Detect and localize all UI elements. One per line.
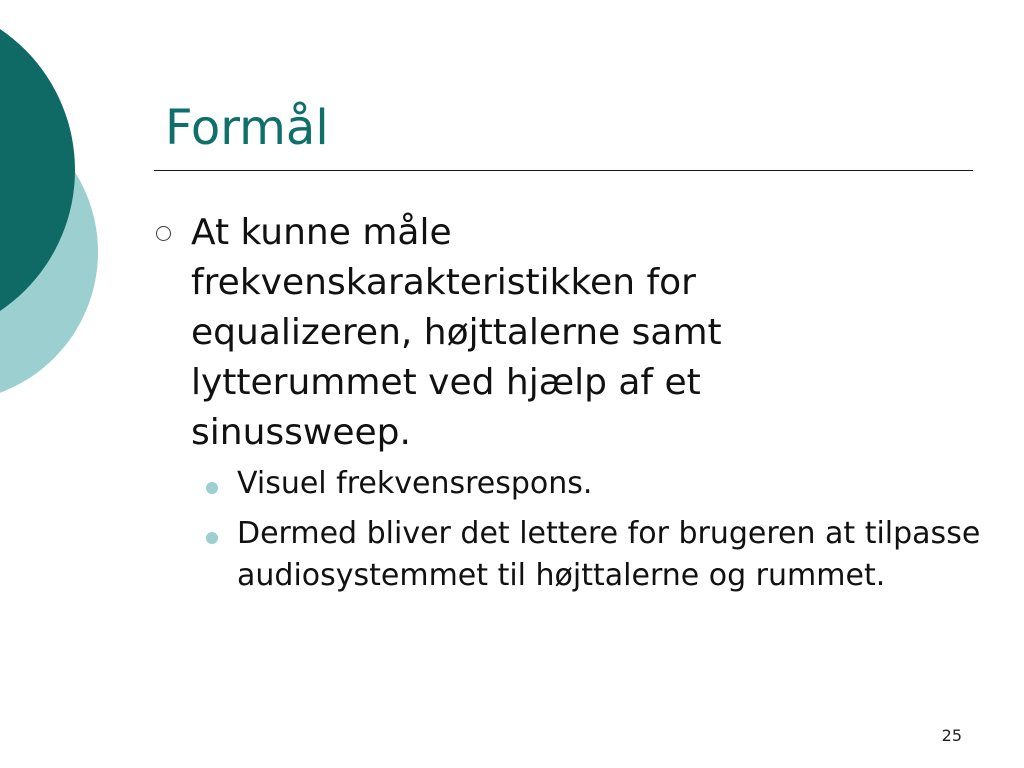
hollow-circle-bullet-icon [156,226,171,241]
bullet-main: At kunne måle frekvenskarakteristikken for equalizeren, højttalerne samt lytterummet ved hjælp af et sinussweep. [191,212,722,453]
slide-number: 25 [941,726,962,745]
filled-dot-bullet-icon [206,482,218,494]
slide-title: Formål [165,100,329,156]
filled-dot-bullet-icon [206,532,218,544]
sub-bullet-1: Visuel frekvensrespons. [237,466,593,501]
corner-circles-decoration [0,0,110,410]
sub-bullet-2: Dermed bliver det lettere for brugeren at tilpasse audiosystemmet til højttalerne og rummet. [237,516,981,593]
title-underline [154,170,973,171]
